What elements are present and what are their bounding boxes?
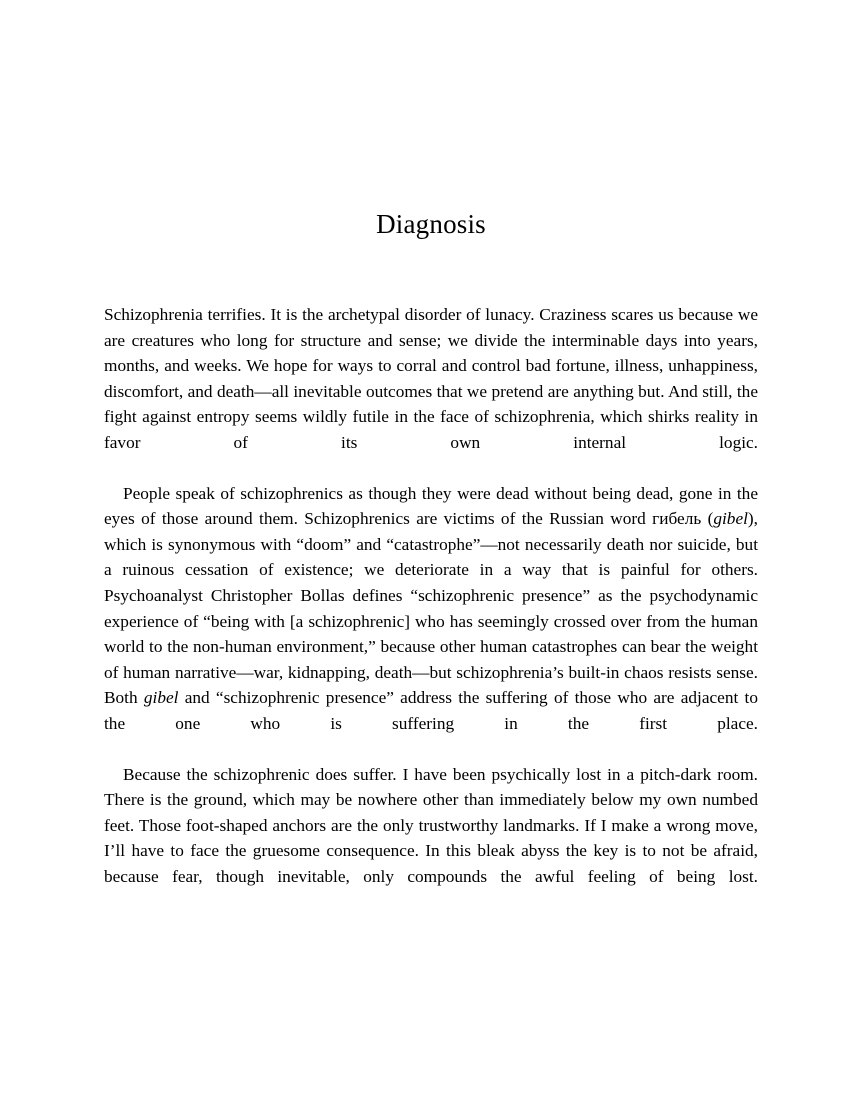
italic-term: gibel (143, 688, 179, 708)
italic-term: gibel (713, 509, 748, 529)
body-text (104, 302, 758, 915)
paragraph-3: Because the schizophrenic does suffer. I have been psychically lost in a pitch-dark room. There is the ground, which may be nowhere other than immediately below my own numbed feet. Those foot-shaped anchors are the only trustworthy landmarks. If I make a wrong move, I’ll have to face the gruesome consequence. In this bleak abyss the key is to not be afraid, because fear, though inevitable, only compounds the awful feeling of being lost. (104, 764, 758, 887)
paragraph-2: People speak of schizophrenics as though they were dead without being dead, gone in the eyes of those around them. Schizophrenics are victims of the Russian word гибель (gibel), which is synonymous with “doom” and “catastrophe”—not necessarily death nor suicide, but a ruinous cessation of existence; we deteriorate in a way that is painful for others. Psychoanalyst Christopher Bollas defines “schizophrenic presence” as the psychodynamic experience of “being with [a schizophrenic] who has seemingly crossed over from the human world to the non-human environment,” because other human catastrophes can bear the weight of human narrative—war, kidnapping, death—but schizophrenia’s built-in chaos resists sense. Both gibel and “schizophrenic presence” address the suffering of those who are adjacent to the one who is suffering in the first place. (104, 483, 758, 733)
page-title: Diagnosis (376, 209, 486, 239)
paragraph-1: Schizophrenia terrifies. It is the archetypal disorder of lunacy. Craziness scares us because we are creatures who long for structure and sense; we divide the interminable days into years, months, and weeks. We hope for ways to corral and control bad fortune, illness, unhappiness, discomfort, and death—all inevitable outcomes that we pretend are anything but. And still, the fight against entropy seems wildly futile in the face of schizophrenia, which shirks reality in favor of its own internal logic. (104, 305, 758, 452)
